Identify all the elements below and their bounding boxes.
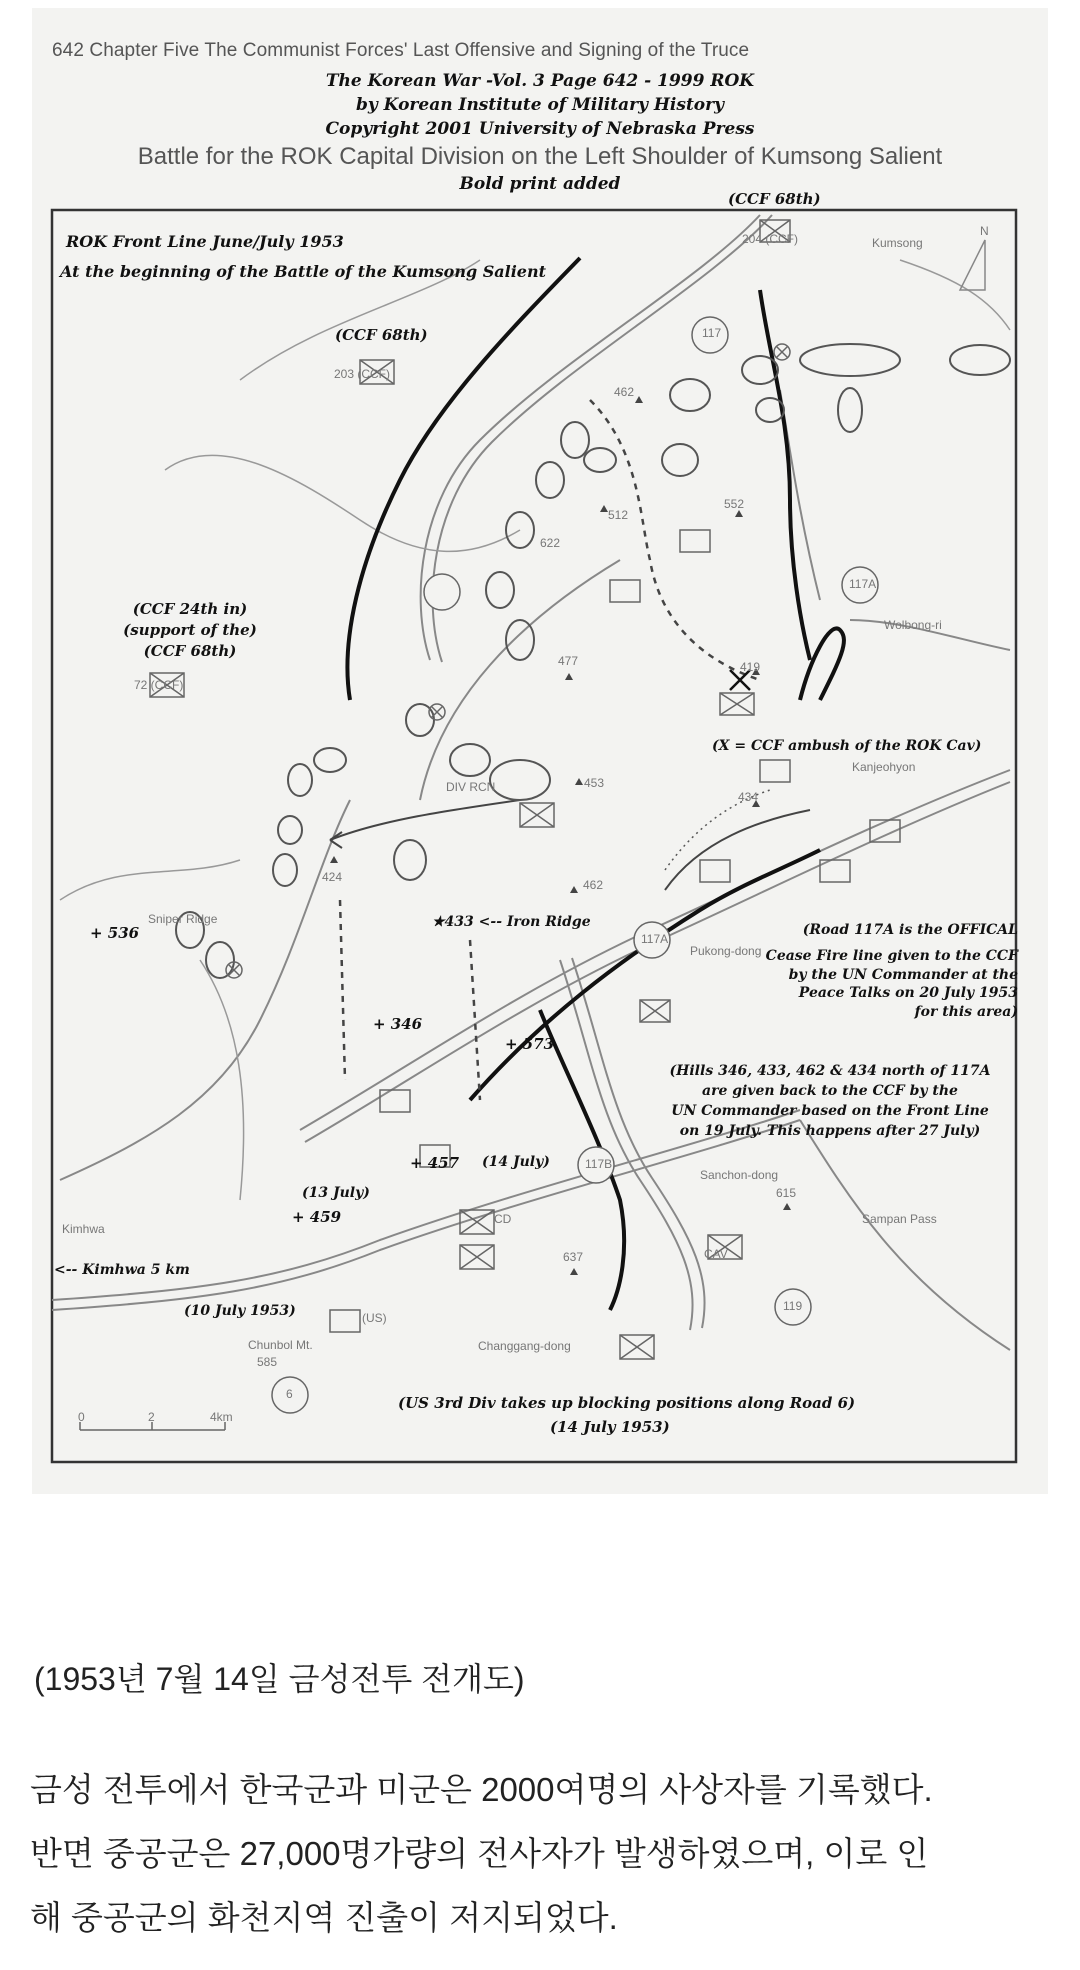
hill-622: 622 xyxy=(540,536,561,550)
road-note-5: for this area) xyxy=(914,1004,1018,1020)
road-119 xyxy=(800,1120,1010,1350)
hill-573-label: + 573 xyxy=(505,1035,555,1053)
route-117b-label: 117B xyxy=(585,1157,613,1171)
ccf-24th-line-2: (support of the) xyxy=(123,621,257,639)
unit-cav: CAV xyxy=(704,1247,728,1261)
unit-cd: CD xyxy=(494,1212,512,1226)
hills-note-4: on 19 July. This happens after 27 July) xyxy=(679,1123,981,1139)
place-sanchon-dong: Sanchon-dong xyxy=(700,1168,779,1182)
hill-637: 637 xyxy=(563,1250,584,1264)
unit-203-ccf: 203 (CCF) xyxy=(334,367,391,381)
north-arrow-icon xyxy=(960,240,985,290)
road-117-south xyxy=(780,390,820,600)
ccf-68th-top-label: (CCF 68th) xyxy=(728,190,821,208)
hill-434: 434 xyxy=(738,790,759,804)
paragraph-line-2: 반면 중공군은 27,000명가량의 전사자가 발생하였으며, 이로 인 xyxy=(30,1835,929,1872)
road-note-3: by the UN Commander at the xyxy=(788,967,1018,983)
14-july-label: (14 July) xyxy=(482,1154,550,1170)
place-chunbol-mt: Chunbol Mt. xyxy=(248,1338,313,1352)
source-line-3: Copyright 2001 University of Nebraska Press xyxy=(325,119,755,139)
road-west xyxy=(60,800,350,1180)
hill-346-label: + 346 xyxy=(373,1015,423,1033)
hill-585: 585 xyxy=(257,1355,278,1369)
front-line-title-2: At the beginning of the Battle of the Kumsong Salient xyxy=(60,262,546,281)
map-title: Battle for the ROK Capital Division on the Left Shoulder of Kumsong Salient xyxy=(137,143,943,170)
front-line-title-1: ROK Front Line June/July 1953 xyxy=(66,232,344,251)
hills-note-3: UN Commander based on the Front Line xyxy=(671,1103,989,1119)
unit-72-ccf: 72 (CCF) xyxy=(134,678,184,692)
us-3rd-div-note-1: (US 3rd Div takes up blocking positions along Road 6) xyxy=(398,1394,856,1412)
route-6-label: 6 xyxy=(286,1387,293,1401)
unit-oval xyxy=(800,344,900,376)
place-sampan-pass: Sampan Pass xyxy=(862,1212,937,1226)
route-117a-label-mid: 117A xyxy=(641,932,669,946)
ambush-note: (X = CCF ambush of the ROK Cav) xyxy=(712,738,982,754)
hill-552: 552 xyxy=(724,497,745,511)
place-changgang-dong: Changgang-dong xyxy=(478,1339,571,1353)
hill-477: 477 xyxy=(558,654,579,668)
route-117a-label-ne: 117A xyxy=(849,577,877,591)
river xyxy=(165,455,520,551)
place-kimhwa: Kimhwa xyxy=(62,1222,105,1236)
ccf-advance-dashed xyxy=(590,400,760,680)
unit-div-rcn: DIV RCN xyxy=(446,780,496,794)
road-6 xyxy=(52,1120,800,1310)
route-117-label: 117 xyxy=(702,326,722,340)
hill-453: 453 xyxy=(584,776,605,790)
north-label: N xyxy=(980,224,989,238)
iron-ridge-label: ★433 <-- Iron Ridge xyxy=(432,914,591,930)
scale-2: 2 xyxy=(148,1410,155,1424)
paragraph-line-1: 금성 전투에서 한국군과 미군은 2000여명의 사상자를 기록했다. xyxy=(30,1771,933,1808)
unit-204-ccf: 204 (CCF) xyxy=(742,232,799,246)
hill-512: 512 xyxy=(608,508,629,522)
hill-462-s: 462 xyxy=(583,878,604,892)
road-note-2: Cease Fire line given to the CCF xyxy=(765,948,1018,964)
ccf-68th-mid-label: (CCF 68th) xyxy=(335,326,428,344)
hill-459-label: + 459 xyxy=(292,1208,342,1226)
arc-arrow xyxy=(665,810,810,890)
place-kumsong: Kumsong xyxy=(872,236,923,250)
road-117b xyxy=(560,960,693,1330)
ccf-24th-line-3: (CCF 68th) xyxy=(143,642,237,660)
hill-462-n: 462 xyxy=(614,385,635,399)
us-3rd-div-note-2: (14 July 1953) xyxy=(550,1418,670,1436)
13-july-label: (13 July) xyxy=(302,1185,370,1201)
hill-419: 419 xyxy=(740,660,761,674)
place-pukong-dong: Pukong-dong xyxy=(690,944,762,958)
running-head: 642 Chapter Five The Communist Forces' Last Offensive and Signing of the Truce xyxy=(52,40,750,61)
kimhwa-label: <-- Kimhwa 5 km xyxy=(54,1262,190,1278)
source-line-1: The Korean War -Vol. 3 Page 642 - 1999 ROK xyxy=(325,71,755,91)
place-sniper-ridge: Sniper Ridge xyxy=(148,912,218,926)
hills-note-1: (Hills 346, 433, 462 & 434 north of 117A xyxy=(669,1063,991,1079)
unit-us: (US) xyxy=(362,1311,387,1325)
salient-line xyxy=(760,290,810,660)
scale-4km: 4km xyxy=(210,1410,233,1424)
paragraph-line-3: 해 중공군의 화천지역 진출이 저지되었다. xyxy=(30,1899,618,1936)
hill-457-label: + 457 xyxy=(410,1154,460,1172)
hills-note-2: are given back to the CCF by the xyxy=(702,1083,958,1099)
route-119-label: 119 xyxy=(783,1299,803,1313)
bold-print-note: Bold print added xyxy=(459,174,621,194)
ccf-24th-line-1: (CCF 24th in) xyxy=(132,600,248,618)
hill-triangle xyxy=(635,396,643,403)
place-wolbong-ri: Wolbong-ri xyxy=(884,618,942,632)
hill-424: 424 xyxy=(322,870,343,884)
hill-536-label: + 536 xyxy=(90,924,140,942)
attack-arrow xyxy=(330,800,520,840)
road-117 xyxy=(421,215,760,660)
road-note-4: Peace Talks on 20 July 1953 xyxy=(798,985,1018,1001)
figure-caption: (1953년 7월 14일 금성전투 전개도) xyxy=(34,1661,525,1697)
source-line-2: by Korean Institute of Military History xyxy=(356,95,724,115)
scale-0: 0 xyxy=(78,1410,85,1424)
place-kanjeohyon: Kanjeohyon xyxy=(852,760,916,774)
map-frame xyxy=(52,210,1016,1462)
hill-615: 615 xyxy=(776,1186,797,1200)
10-july-label: (10 July 1953) xyxy=(184,1303,296,1319)
road-note-1: (Road 117A is the OFFICAL xyxy=(802,922,1018,938)
